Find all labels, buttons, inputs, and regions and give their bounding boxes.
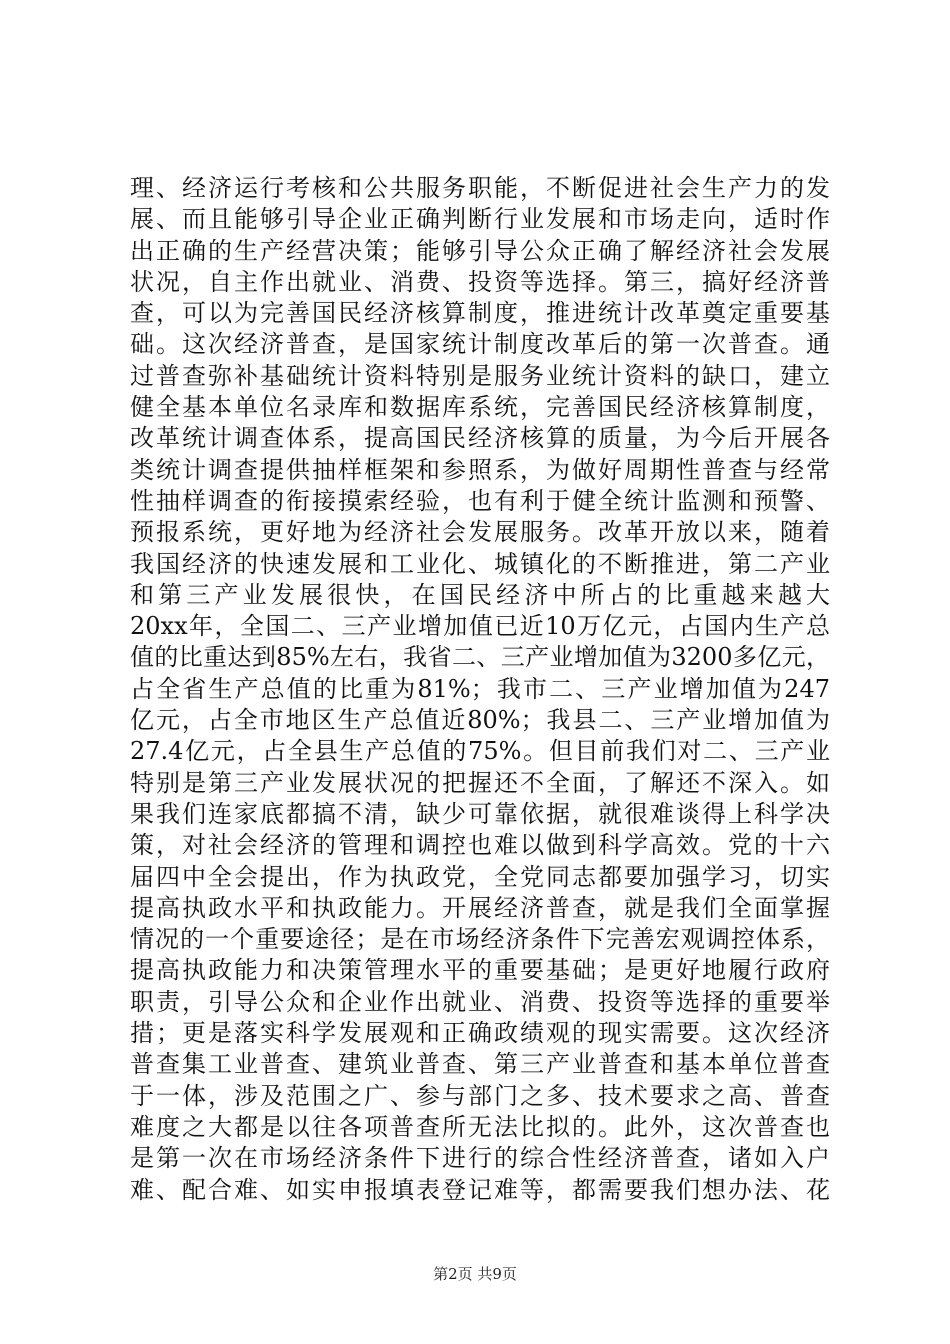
text-line: 改革统计调查体系，提高国民经济核算的质量，为今后开展各	[130, 424, 830, 453]
text-line: 我国经济的快速发展和工业化、城镇化的不断推进，第二产业	[130, 549, 830, 578]
text-line: 展、而且能够引导企业正确判断行业发展和市场走向，适时作	[130, 205, 830, 234]
text-line: 理、经济运行考核和公共服务职能，不断促进社会生产力的发	[130, 174, 830, 202]
text-line: 健全基本单位名录库和数据库系统，完善国民经济核算制度，	[130, 393, 830, 422]
text-line: 职责，引导公众和企业作出就业、消费、投资等选择的重要举	[130, 987, 830, 1016]
text-line: 27.4亿元，占全县生产总值的75%。但目前我们对二、三产业	[130, 737, 830, 766]
text-line: 础。这次经济普查，是国家统计制度改革后的第一次普查。通	[130, 330, 830, 359]
text-line: 于一体，涉及范围之广、参与部门之多、技术要求之高、普查	[130, 1081, 830, 1110]
text-line: 状况，自主作出就业、消费、投资等选择。第三，搞好经济普	[130, 267, 830, 296]
text-line: 查，可以为完善国民经济核算制度，推进统计改革奠定重要基	[130, 299, 830, 328]
text-line: 亿元，占全市地区生产总值近80%；我县二、三产业增加值为	[130, 706, 830, 735]
text-line: 届四中全会提出，作为执政党，全党同志都要加强学习，切实	[130, 862, 830, 891]
text-line: 类统计调查提供抽样框架和参照系，为做好周期性普查与经常	[130, 455, 830, 484]
text-line: 策，对社会经济的管理和调控也难以做到科学高效。党的十六	[130, 831, 830, 860]
text-line: 难度之大都是以往各项普查所无法比拟的。此外，这次普查也	[130, 1112, 830, 1141]
text-line: 情况的一个重要途径；是在市场经济条件下完善宏观调控体系，	[130, 925, 830, 954]
text-line: 普查集工业普查、建筑业普查、第三产业普查和基本单位普查	[130, 1050, 830, 1079]
text-line: 和第三产业发展很快，在国民经济中所占的比重越来越大	[130, 580, 830, 609]
text-line: 是第一次在市场经济条件下进行的综合性经济普查，诸如入户	[130, 1144, 830, 1173]
body-text	[130, 173, 830, 1206]
page-footer: 第2页 共9页	[433, 1265, 517, 1283]
text-line: 过普查弥补基础统计资料特别是服务业统计资料的缺口，建立	[130, 361, 830, 390]
text-line: 出正确的生产经营决策；能够引导公众正确了解经济社会发展	[130, 236, 830, 265]
text-line: 值的比重达到85%左右，我省二、三产业增加值为3200多亿元，	[130, 643, 830, 672]
text-line: 果我们连家底都搞不清，缺少可靠依据，就很难谈得上科学决	[130, 799, 830, 828]
text-line: 20xx年，全国二、三产业增加值已近10万亿元，占国内生产总	[130, 612, 830, 641]
text-line: 特别是第三产业发展状况的把握还不全面，了解还不深入。如	[130, 768, 830, 797]
text-line: 性抽样调查的衔接摸索经验，也有利于健全统计监测和预警、	[130, 486, 830, 515]
text-line: 提高执政水平和执政能力。开展经济普查，就是我们全面掌握	[130, 893, 830, 922]
text-line: 难、配合难、如实申报填表登记难等，都需要我们想办法、花	[130, 1175, 830, 1204]
text-line: 措；更是落实科学发展观和正确政绩观的现实需要。这次经济	[130, 1019, 830, 1048]
text-line: 提高执政能力和决策管理水平的重要基础；是更好地履行政府	[130, 956, 830, 985]
text-line: 占全省生产总值的比重为81%；我市二、三产业增加值为247	[130, 674, 830, 703]
text-line: 预报系统，更好地为经济社会发展服务。改革开放以来，随着	[130, 518, 830, 547]
